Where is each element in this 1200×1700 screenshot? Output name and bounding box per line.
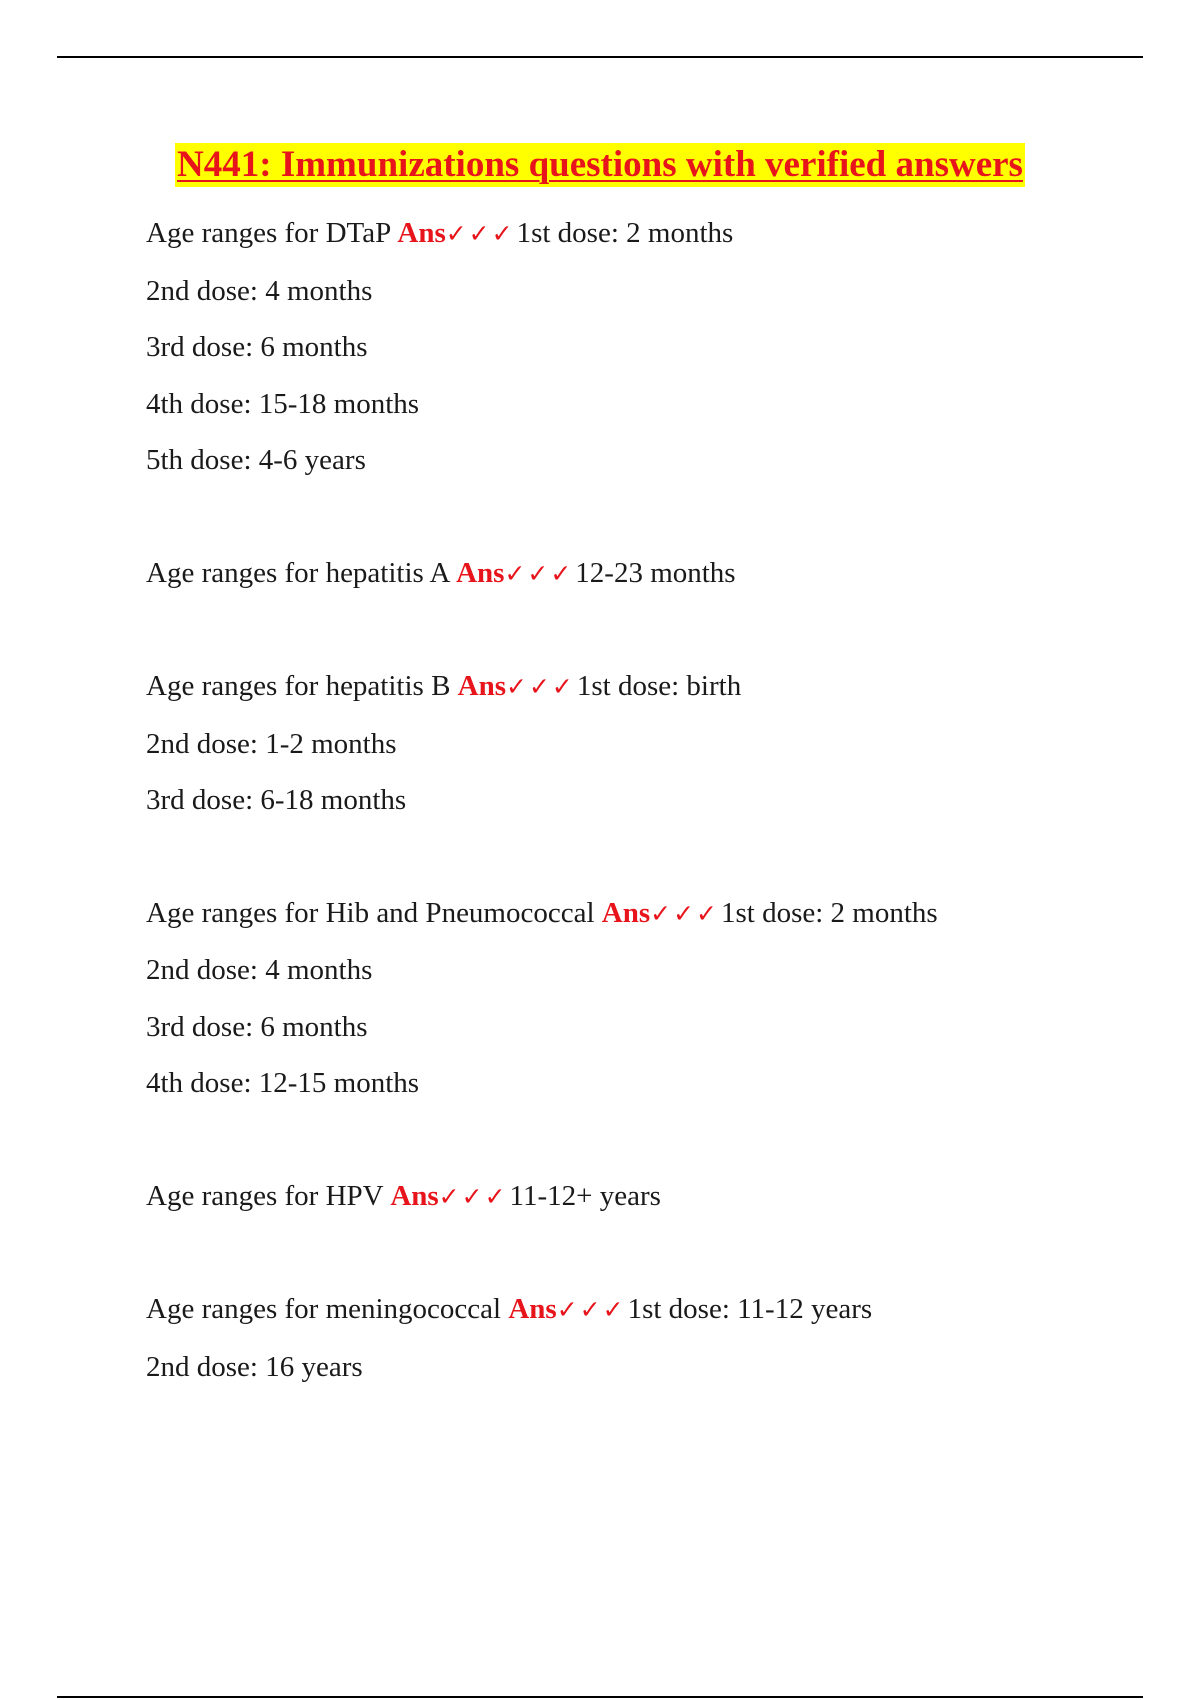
qa-item <box>146 658 1106 829</box>
answer-line: 3rd dose: 6 months <box>146 1010 368 1043</box>
qa-item <box>146 1168 1106 1226</box>
question-line <box>146 205 1106 263</box>
question-line <box>146 1281 1106 1339</box>
question-line <box>146 658 1106 716</box>
check-mark-icon: ✓✓✓ <box>650 898 719 928</box>
answer-text: 1st dose: birth <box>576 670 742 702</box>
question-line <box>146 545 1106 603</box>
question-line <box>146 885 1106 943</box>
answer-line: 2nd dose: 16 years <box>146 1350 363 1383</box>
question-line <box>146 1168 1106 1226</box>
question-text: Age ranges for Hib and Pneumococcal <box>146 896 595 929</box>
answer-label: Ans <box>397 217 446 249</box>
answer-label: Ans <box>601 896 651 929</box>
answer-line: 5th dose: 4-6 years <box>146 444 366 476</box>
answer-line: 4th dose: 15-18 months <box>146 387 420 420</box>
answer-line: 3rd dose: 6-18 months <box>146 784 407 816</box>
answer-text: 1st dose: 11-12 years <box>627 1293 873 1325</box>
answer-line: 2nd dose: 4 months <box>146 274 373 307</box>
document-title: N441: Immunizations questions with verified answers <box>177 144 1023 185</box>
qa-item <box>146 205 1106 489</box>
check-mark-icon: ✓✓✓ <box>438 1181 508 1211</box>
answer-text: 12-23 months <box>575 556 736 589</box>
question-text: Age ranges for hepatitis B <box>146 670 451 702</box>
answer-text: 11-12+ years <box>509 1179 661 1212</box>
check-mark-icon: ✓✓✓ <box>504 558 574 588</box>
question-text: Age ranges for meningococcal <box>146 1293 502 1325</box>
qa-item <box>146 885 1106 1112</box>
answer-text: 1st dose: 2 months <box>516 217 734 249</box>
answer-label: Ans <box>456 556 505 589</box>
qa-item <box>146 1281 1106 1395</box>
check-mark-icon: ✓✓✓ <box>506 672 575 701</box>
answer-label: Ans <box>390 1179 439 1212</box>
answer-label: Ans <box>457 670 507 702</box>
qa-item <box>146 545 1106 603</box>
answer-line: 3rd dose: 6 months <box>146 331 368 363</box>
answer-text: 1st dose: 2 months <box>721 896 938 929</box>
question-text: Age ranges for HPV <box>146 1179 384 1212</box>
check-mark-icon: ✓✓✓ <box>556 1295 626 1324</box>
answer-line: 4th dose: 12-15 months <box>146 1067 420 1099</box>
question-text: Age ranges for DTaP <box>146 217 391 249</box>
qa-list <box>146 205 1106 1451</box>
answer-line: 2nd dose: 1-2 months <box>146 727 397 760</box>
bottom-rule <box>57 1696 1143 1698</box>
top-rule <box>57 56 1143 58</box>
answer-label: Ans <box>508 1293 557 1325</box>
check-mark-icon: ✓✓✓ <box>445 219 515 248</box>
answer-line: 2nd dose: 4 months <box>146 954 373 986</box>
title-container <box>0 143 1200 187</box>
question-text: Age ranges for hepatitis A <box>146 556 449 589</box>
